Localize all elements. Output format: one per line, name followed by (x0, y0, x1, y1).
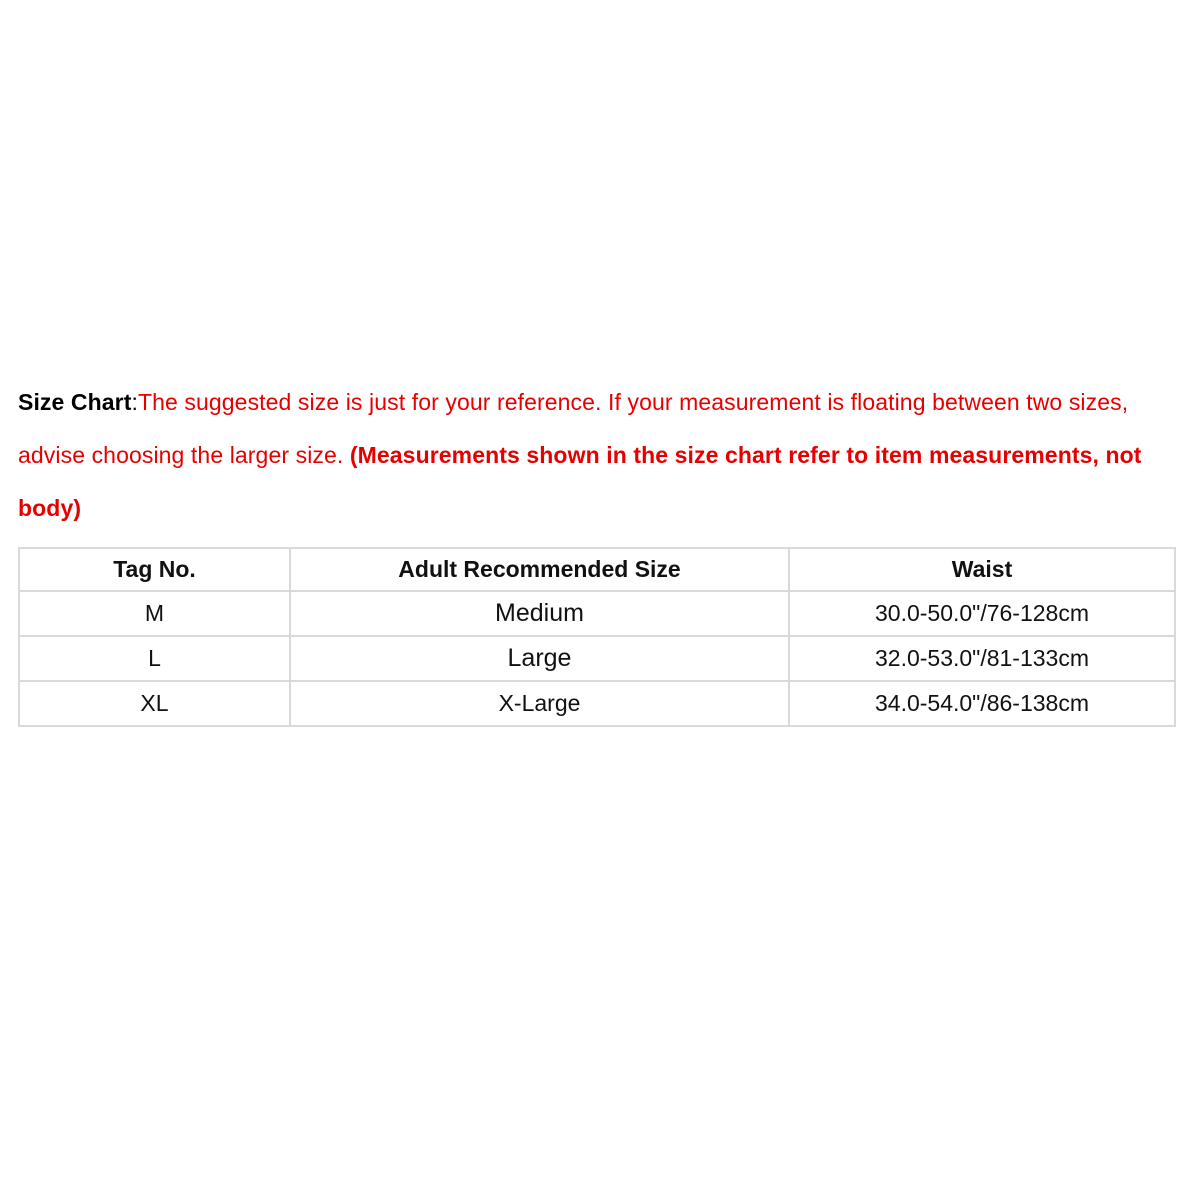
cell-size: Medium (290, 591, 789, 636)
size-chart-colon: : (131, 389, 138, 415)
table-row (19, 591, 1175, 636)
cell-waist: 34.0-54.0"/86-138cm (789, 681, 1175, 726)
table-header-row (19, 548, 1175, 591)
table-row (19, 636, 1175, 681)
header-waist: Waist (789, 548, 1175, 591)
intro-text-line1: The suggested size is just for your reference. If your measurement is floating between two sizes, (137, 389, 1129, 415)
cell-tag: L (19, 636, 290, 681)
cell-tag: M (19, 591, 290, 636)
cell-waist: 32.0-53.0"/81-133cm (789, 636, 1175, 681)
table-row (19, 681, 1175, 726)
size-chart-intro (18, 376, 1188, 535)
cell-waist: 30.0-50.0"/76-128cm (789, 591, 1175, 636)
cell-tag: XL (19, 681, 290, 726)
intro-text-line2: advise choosing the larger size. (18, 442, 350, 468)
cell-size: Large (290, 636, 789, 681)
header-recommended-size: Adult Recommended Size (290, 548, 789, 591)
size-chart-label: Size Chart (18, 389, 132, 415)
cell-size: X-Large (290, 681, 789, 726)
header-tag-no: Tag No. (19, 548, 290, 591)
size-table (18, 547, 1176, 727)
measurement-note: (Measurements shown in the size chart refer to item measurements, not body) (18, 442, 1142, 521)
